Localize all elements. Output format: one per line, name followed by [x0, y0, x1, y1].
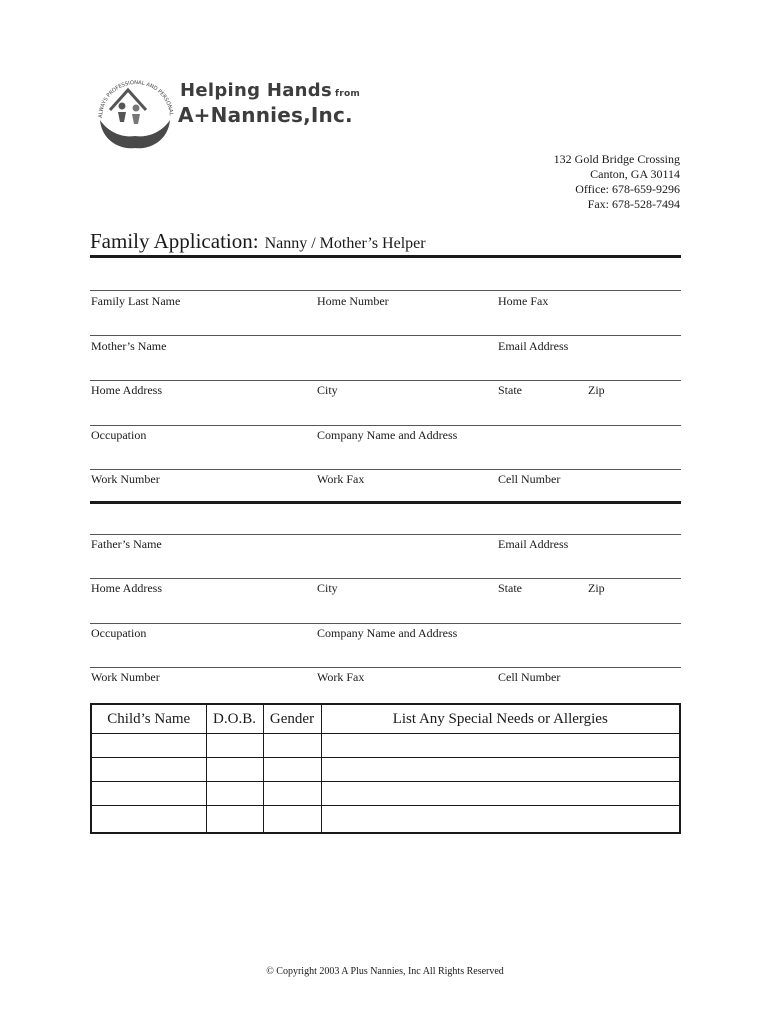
mother-zip-label: Zip [588, 383, 605, 397]
logo-line1: Helping Hands [180, 80, 332, 101]
child-gender-cell[interactable] [263, 734, 321, 758]
title-divider [90, 255, 681, 258]
father-occupation-label: Occupation [91, 626, 147, 640]
field-line[interactable] [90, 469, 681, 470]
field-line[interactable] [90, 534, 681, 535]
form-title-main: Family Application: [90, 229, 259, 253]
child-needs-cell[interactable] [321, 806, 680, 834]
child-needs-cell[interactable] [321, 782, 680, 806]
father-state-label: State [498, 581, 522, 595]
mother-work-number-label: Work Number [91, 472, 160, 486]
special-needs-header: List Any Special Needs or Allergies [321, 704, 680, 734]
family-last-name-label: Family Last Name [91, 294, 181, 308]
father-company-label: Company Name and Address [317, 626, 458, 640]
mother-email-label: Email Address [498, 339, 569, 353]
mother-home-address-label: Home Address [91, 383, 162, 397]
child-gender-cell[interactable] [263, 806, 321, 834]
logo-line1-from: from [335, 89, 361, 99]
home-number-label: Home Number [317, 294, 389, 308]
address-line: Canton, GA 30114 [590, 167, 680, 181]
fax-number: Fax: 678-528-7494 [587, 197, 680, 211]
logo-ring-text: ALWAYS PROFESSIONAL AND PERSONAL [97, 79, 174, 119]
father-zip-label: Zip [588, 581, 605, 595]
field-line[interactable] [90, 623, 681, 624]
father-work-number-label: Work Number [91, 670, 160, 684]
child-dob-cell[interactable] [206, 782, 263, 806]
child-name-cell[interactable] [91, 758, 206, 782]
form-title-sub: Nanny / Mother’s Helper [264, 235, 426, 252]
company-logo [92, 70, 362, 156]
mother-state-label: State [498, 383, 522, 397]
childs-name-header: Child’s Name [91, 704, 206, 734]
address-line: 132 Gold Bridge Crossing [553, 152, 680, 166]
table-row [91, 734, 680, 758]
father-home-address-label: Home Address [91, 581, 162, 595]
table-header-row [91, 704, 680, 734]
mother-cell-number-label: Cell Number [498, 472, 561, 486]
mother-city-label: City [317, 383, 338, 397]
field-line[interactable] [90, 380, 681, 381]
child-name-cell[interactable] [91, 734, 206, 758]
mother-company-label: Company Name and Address [317, 428, 458, 442]
field-line[interactable] [90, 667, 681, 668]
dob-header: D.O.B. [206, 704, 263, 734]
father-work-fax-label: Work Fax [317, 670, 365, 684]
child-dob-cell[interactable] [206, 734, 263, 758]
gender-header: Gender [263, 704, 321, 734]
field-line[interactable] [90, 335, 681, 336]
logo-line2: A+Nannies,Inc. [178, 103, 353, 127]
mother-occupation-label: Occupation [91, 428, 147, 442]
home-fax-label: Home Fax [498, 294, 549, 308]
child-dob-cell[interactable] [206, 806, 263, 834]
office-phone: Office: 678-659-9296 [575, 182, 680, 196]
child-name-cell[interactable] [91, 806, 206, 834]
father-email-label: Email Address [498, 537, 569, 551]
father-city-label: City [317, 581, 338, 595]
child-gender-cell[interactable] [263, 758, 321, 782]
table-row [91, 782, 680, 806]
field-line[interactable] [90, 578, 681, 579]
mother-work-fax-label: Work Fax [317, 472, 365, 486]
child-dob-cell[interactable] [206, 758, 263, 782]
child-gender-cell[interactable] [263, 782, 321, 806]
section-divider [90, 501, 681, 504]
table-row [91, 806, 680, 834]
field-line[interactable] [90, 425, 681, 426]
fathers-name-label: Father’s Name [91, 537, 162, 551]
company-address [554, 152, 680, 212]
children-table [90, 703, 681, 834]
child-needs-cell[interactable] [321, 758, 680, 782]
field-line[interactable] [90, 290, 681, 291]
form-title [90, 229, 426, 254]
helping-hands-logo-icon [92, 70, 178, 156]
mothers-name-label: Mother’s Name [91, 339, 167, 353]
child-name-cell[interactable] [91, 782, 206, 806]
child-needs-cell[interactable] [321, 734, 680, 758]
table-row [91, 758, 680, 782]
father-cell-number-label: Cell Number [498, 670, 561, 684]
copyright-footer: © Copyright 2003 A Plus Nannies, Inc All Rights Reserved [266, 966, 504, 977]
